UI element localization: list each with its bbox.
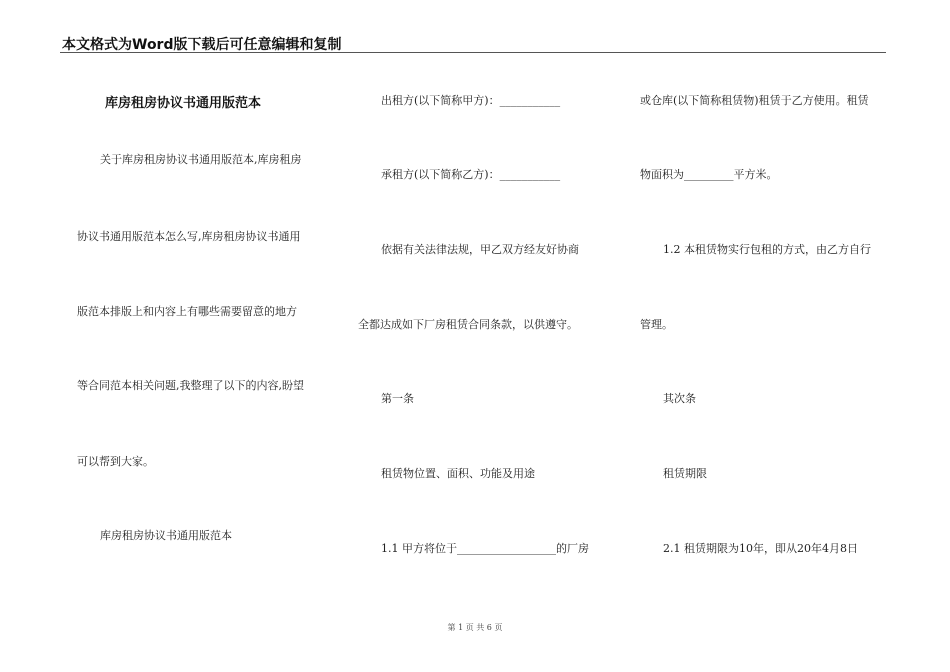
col3-line-2: 物面积为_________平方米。 bbox=[640, 168, 778, 181]
col3-line-6: 租赁期限 bbox=[663, 467, 707, 480]
col1-line-1: 关于库房租房协议书通用版范本,库房租房 bbox=[100, 153, 302, 166]
col2-line-1: 出租方(以下简称甲方)：___________ bbox=[381, 94, 561, 107]
col1-line-3: 版范本排版上和内容上有哪些需要留意的地方 bbox=[77, 305, 297, 318]
page-footer: 第 1 页 共 6 页 bbox=[447, 623, 503, 632]
col1-line-5: 可以帮到大家。 bbox=[77, 455, 154, 468]
col2-line-3: 依据有关法律法规，甲乙双方经友好协商 bbox=[381, 243, 579, 256]
col1-line-6: 库房租房协议书通用版范本 bbox=[100, 529, 232, 542]
col3-line-5: 其次条 bbox=[663, 392, 696, 405]
col1-line-4: 等合同范本相关问题,我整理了以下的内容,盼望 bbox=[77, 379, 304, 392]
page-header: 本文格式为Word版下载后可任意编辑和复制 bbox=[62, 37, 342, 53]
col1-line-2: 协议书通用版范本怎么写,库房租房协议书通用 bbox=[77, 230, 301, 243]
document-title: 库房租房协议书通用版范本 bbox=[105, 96, 262, 111]
col2-line-2: 承租方(以下简称乙方)：___________ bbox=[381, 168, 561, 181]
col2-line-4: 全都达成如下厂房租赁合同条款，以供遵守。 bbox=[358, 318, 578, 331]
col3-line-4: 管理。 bbox=[640, 318, 673, 331]
header-rule bbox=[60, 52, 886, 53]
col3-line-7: 2.1 租赁期限为10年，即从20年4月8日 bbox=[663, 542, 858, 555]
col3-line-1: 或仓库(以下简称租赁物)租赁于乙方使用。租赁 bbox=[640, 94, 869, 107]
col2-line-7: 1.1 甲方将位于__________________的厂房 bbox=[381, 542, 589, 555]
col2-line-6: 租赁物位置、面积、功能及用途 bbox=[381, 467, 535, 480]
col3-line-3: 1.2 本租赁物实行包租的方式，由乙方自行 bbox=[663, 243, 871, 256]
col2-line-5: 第一条 bbox=[381, 392, 414, 405]
